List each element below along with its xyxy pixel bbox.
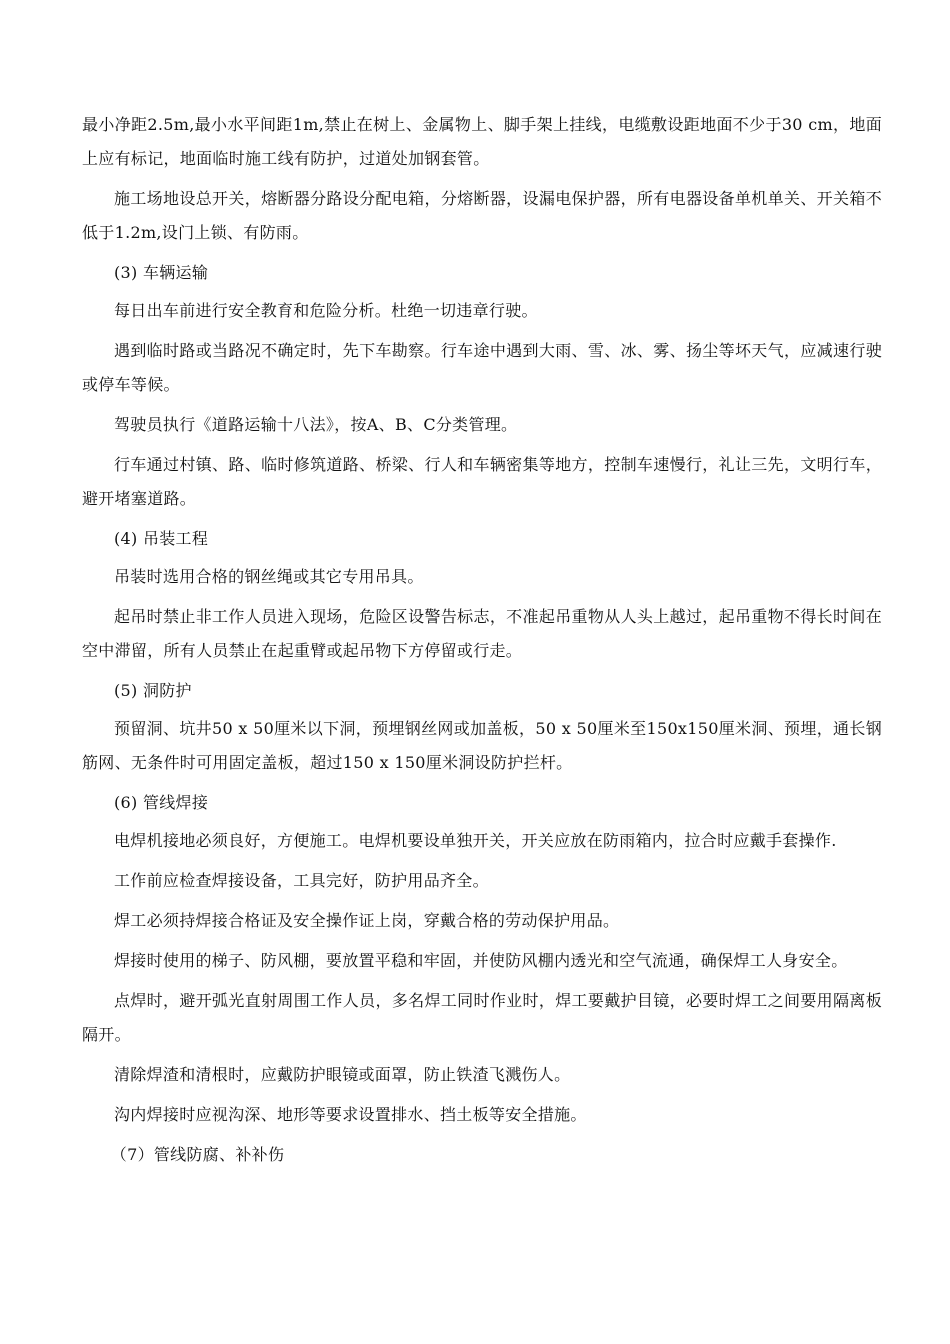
paragraph-welding-equipment-check: 工作前应检查焊接设备，工具完好，防护用品齐全。 bbox=[114, 871, 489, 890]
document-page bbox=[82, 108, 882, 1176]
paragraph-lifting-danger-zone: 起吊时禁止非工作人员进入现场，危险区设警告标志，不准起吊重物从人头上越过，起吊重物不得长时间在空中滞留，所有人员禁止在起重臂或起吊物下方停留或行走。 bbox=[82, 607, 882, 660]
paragraph-cable-spacing: 最小净距2.5m,最小水平间距1m,禁止在树上、金属物上、脚手架上挂线，电缆敷设距地面不少于30 cm，地面上应有标记，地面临时施工线有防护，过道处加钢套管。 bbox=[82, 115, 882, 168]
heading-opening-protection: (5) 洞防护 bbox=[114, 681, 192, 700]
paragraph-welding-windshield: 焊接时使用的梯子、防风棚，要放置平稳和牢固，并使防风棚内透光和空气流通，确保焊工人身安全。 bbox=[114, 951, 848, 970]
heading-pipeline-anticorrosion: （7）管线防腐、补补伤 bbox=[110, 1145, 285, 1164]
paragraph-trench-welding: 沟内焊接时应视沟深、地形等要求设置排水、挡土板等安全措施。 bbox=[114, 1105, 587, 1124]
heading-lifting-works: (4) 吊装工程 bbox=[114, 529, 209, 548]
paragraph-vehicle-safety-education: 每日出车前进行安全教育和危险分析。杜绝一切违章行驶。 bbox=[114, 301, 538, 320]
paragraph-welder-certification: 焊工必须持焊接合格证及安全操作证上岗，穿戴合格的劳动保护用品。 bbox=[114, 911, 620, 930]
paragraph-vehicle-road-check: 遇到临时路或当路况不确定时，先下车勘察。行车途中遇到大雨、雪、冰、雾、扬尘等坏天气，应减速行驶或停车等候。 bbox=[82, 341, 882, 394]
paragraph-vehicle-speed-control: 行车通过村镇、路、临时修筑道路、桥梁、行人和车辆密集等地方，控制车速慢行，礼让三先，文明行车，避开堵塞道路。 bbox=[82, 455, 882, 508]
paragraph-site-switch: 施工场地设总开关，熔断器分路设分配电箱，分熔断器，设漏电保护器，所有电器设备单机单关、开关箱不低于1.2m,设门上锁、有防雨。 bbox=[82, 189, 882, 242]
paragraph-opening-covers: 预留洞、坑井50 x 50厘米以下洞，预埋钢丝网或加盖板，50 x 50厘米至150x150厘米洞、预埋，通长钢筋网、无条件时可用固定盖板，超过150 x 150厘米洞设防护拦杆。 bbox=[82, 719, 882, 772]
paragraph-welder-grounding: 电焊机接地必须良好，方便施工。电焊机要设单独开关，开关应放在防雨箱内，拉合时应戴手套操作. bbox=[114, 831, 837, 850]
paragraph-spot-welding: 点焊时，避开弧光直射周围工作人员，多名焊工同时作业时，焊工要戴护目镜，必要时焊工之间要用隔离板隔开。 bbox=[82, 991, 882, 1044]
paragraph-slag-removal: 清除焊渣和清根时，应戴防护眼镜或面罩，防止铁渣飞溅伤人。 bbox=[114, 1065, 571, 1084]
heading-vehicle-transport: (3) 车辆运输 bbox=[114, 263, 209, 282]
paragraph-lifting-rigging: 吊装时选用合格的钢丝绳或其它专用吊具。 bbox=[114, 567, 424, 586]
heading-pipeline-welding: (6) 管线焊接 bbox=[114, 793, 209, 812]
paragraph-vehicle-driver-rules: 驾驶员执行《道路运输十八法》，按A、B、C分类管理。 bbox=[114, 415, 518, 434]
